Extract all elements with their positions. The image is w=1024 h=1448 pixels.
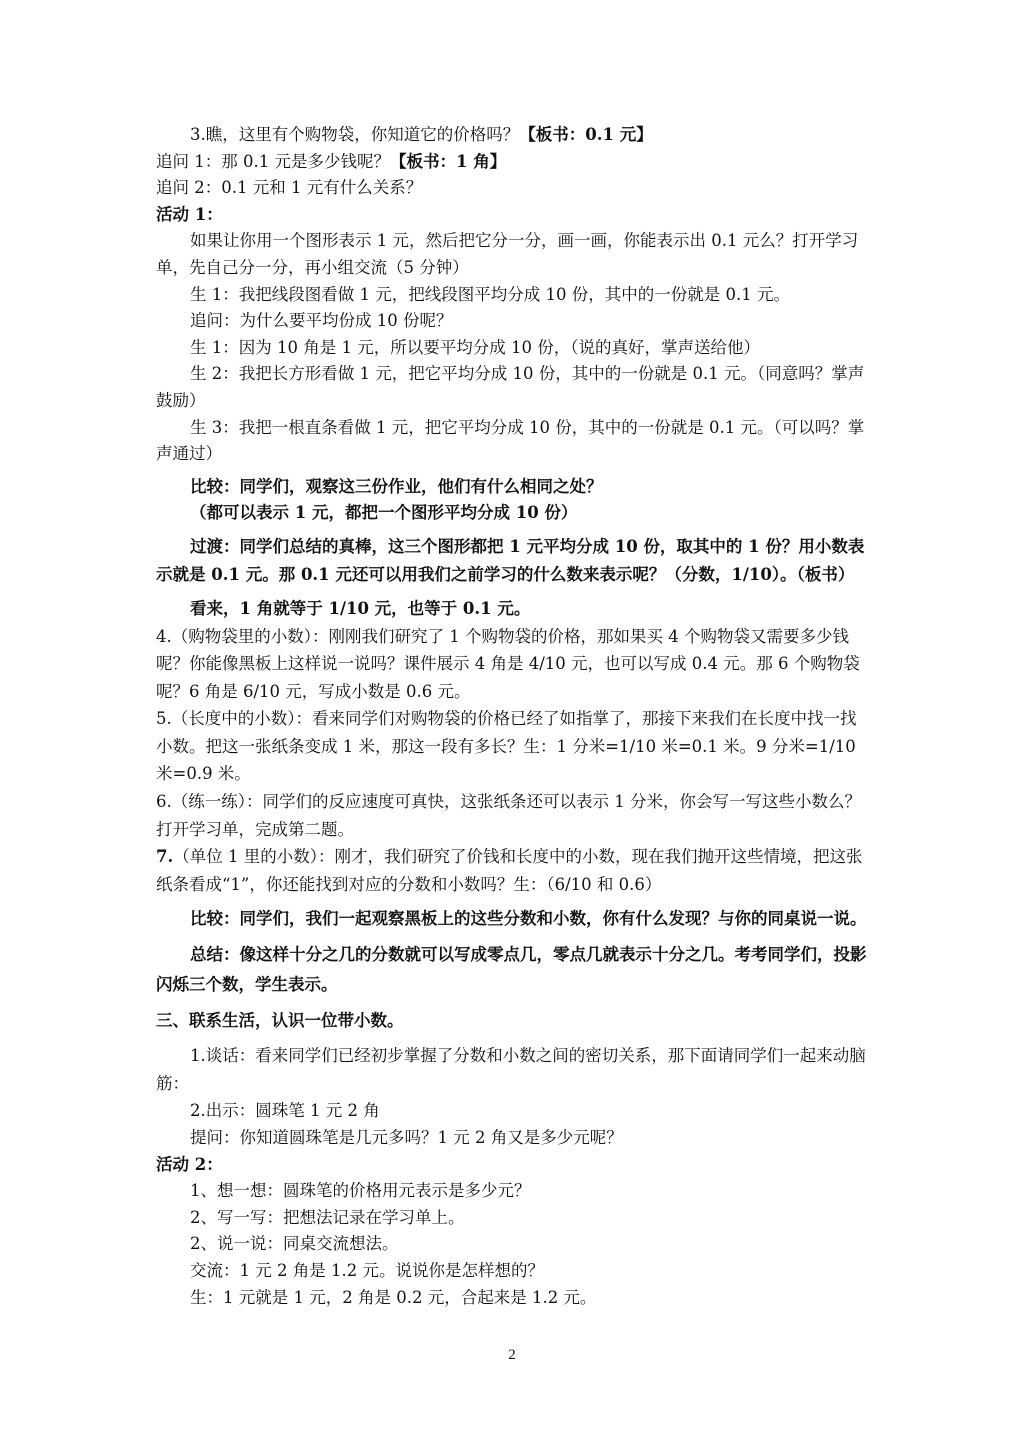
- question-3: 3.瞧，这里有个购物袋，你知道它的价格吗？【板书：0.1 元】: [190, 125, 653, 144]
- lesson-plan-body: [156, 122, 872, 1311]
- follow-up-2: 追问 2：0.1 元和 1 元有什么关系？: [156, 178, 423, 198]
- comparison-answer: （都可以表示 1 元，都把一个图形平均分成 10 份）: [190, 503, 578, 523]
- blackboard-note: 【板书：0.1 元】: [519, 125, 653, 144]
- item-7-unit-one: 7.（单位 1 里的小数）：刚才，我们研究了价钱和长度中的小数，现在我们抛开这些情境，把这张纸条看成“1”，你还能找到对应的分数和小数吗？生：（6/10 和 0.6）: [156, 847, 863, 894]
- student-2-answer: 生 2：我把长方形看做 1 元，把它平均分成 10 份，其中的一份就是 0.1 元。（同意吗？掌声鼓励）: [156, 364, 865, 410]
- activity-1-heading: 活动 1：: [156, 204, 223, 224]
- comparison-question: 比较：同学们，观察这三份作业，他们有什么相同之处？: [190, 476, 603, 496]
- show-pen-price: 2.出示：圆珠笔 1 元 2 角: [190, 1101, 380, 1121]
- student-1-answer: 生 1：我把线段图看做 1 元，把线段图平均分成 10 份，其中的一份就是 0.1 元。: [190, 284, 790, 304]
- item-5-length: 5.（长度中的小数）：看来同学们对购物袋的价格已经了如指掌了，那接下来我们在长度中找一找小数。把这一张纸条变成 1 米，那这一段有多长？生：1 分米=1/10 米=0.1 米。9 分米=1/10 米=0.9 米。: [156, 709, 857, 784]
- item-6-practice: 6.（练一练）：同学们的反应速度可真快，这张纸条还可以表示 1 分米，你会写一写这些小数么？打开学习单，完成第二题。: [156, 792, 861, 839]
- talk-intro: 1.谈话：看来同学们已经初步掌握了分数和小数之间的密切关系，那下面请同学们一起来动脑筋：: [156, 1046, 866, 1094]
- exchange-question: 交流：1 元 2 角是 1.2 元。说说你是怎样想的？: [190, 1261, 544, 1280]
- summary-paragraph: 总结：像这样十分之几的分数就可以写成零点几，零点几就表示十分之几。考考同学们，投影闪烁三个数，学生表示。: [156, 945, 867, 995]
- student-1-reason: 生 1：因为 10 角是 1 元，所以要平均分成 10 份，（说的真好，掌声送给他）: [190, 337, 760, 357]
- student-3-answer: 生 3：我把一根直条看做 1 元，把它平均分成 10 份，其中的一份就是 0.1 元。（可以吗？掌声通过）: [156, 417, 865, 464]
- step-say: 2、说一说：同桌交流想法。: [190, 1234, 399, 1254]
- follow-up-why: 追问：为什么要平均份成 10 份呢？: [190, 311, 453, 331]
- blackboard-note: 【板书：1 角】: [389, 151, 507, 171]
- follow-up-1: 追问 1：那 0.1 元是多少钱呢？【板书：1 角】: [156, 151, 507, 171]
- comparison-fractions: 比较：同学们，我们一起观察黑板上的这些分数和小数，你有什么发现？与你的同桌说一说。: [190, 909, 867, 929]
- page-number: 2: [508, 1347, 516, 1363]
- item-4-shopping-bag: 4.（购物袋里的小数）：刚刚我们研究了 1 个购物袋的价格，那如果买 4 个购物袋又需要多少钱呢？你能像黑板上这样说一说吗？课件展示 4 角是 4/10 元，也可以写成 0.4 元。那 6 个购物袋呢？6 角是 6/10 元，写成小数是 0.6 元。: [156, 626, 860, 701]
- activity-1-instruction: 如果让你用一个图形表示 1 元，然后把它分一分，画一画，你能表示出 0.1 元么？打开学习单，先自己分一分，再小组交流（5 分钟）: [156, 231, 859, 277]
- activity-2-heading: 活动 2：: [156, 1154, 223, 1174]
- question-pen: 提问：你知道圆珠笔是几元多吗？1 元 2 角又是多少元呢？: [190, 1128, 623, 1148]
- section-3-heading: 三、联系生活，认识一位带小数。: [156, 1011, 404, 1031]
- student-answer-pen: 生：1 元就是 1 元，2 角是 0.2 元，合起来是 1.2 元。: [190, 1287, 597, 1307]
- step-write: 2、写一写：把想法记录在学习单上。: [190, 1207, 465, 1227]
- step-think: 1、想一想：圆珠笔的价格用元表示是多少元？: [190, 1181, 531, 1201]
- transition-paragraph: 过渡：同学们总结的真棒，这三个图形都把 1 元平均分成 10 份，取其中的 1 份？用小数表示就是 0.1 元。那 0.1 元还可以用我们之前学习的什么数来表示呢？（分数，1/10）。（板书）: [156, 536, 865, 585]
- conclusion-1-jiao: 看来，1 角就等于 1/10 元，也等于 0.1 元。: [190, 598, 531, 618]
